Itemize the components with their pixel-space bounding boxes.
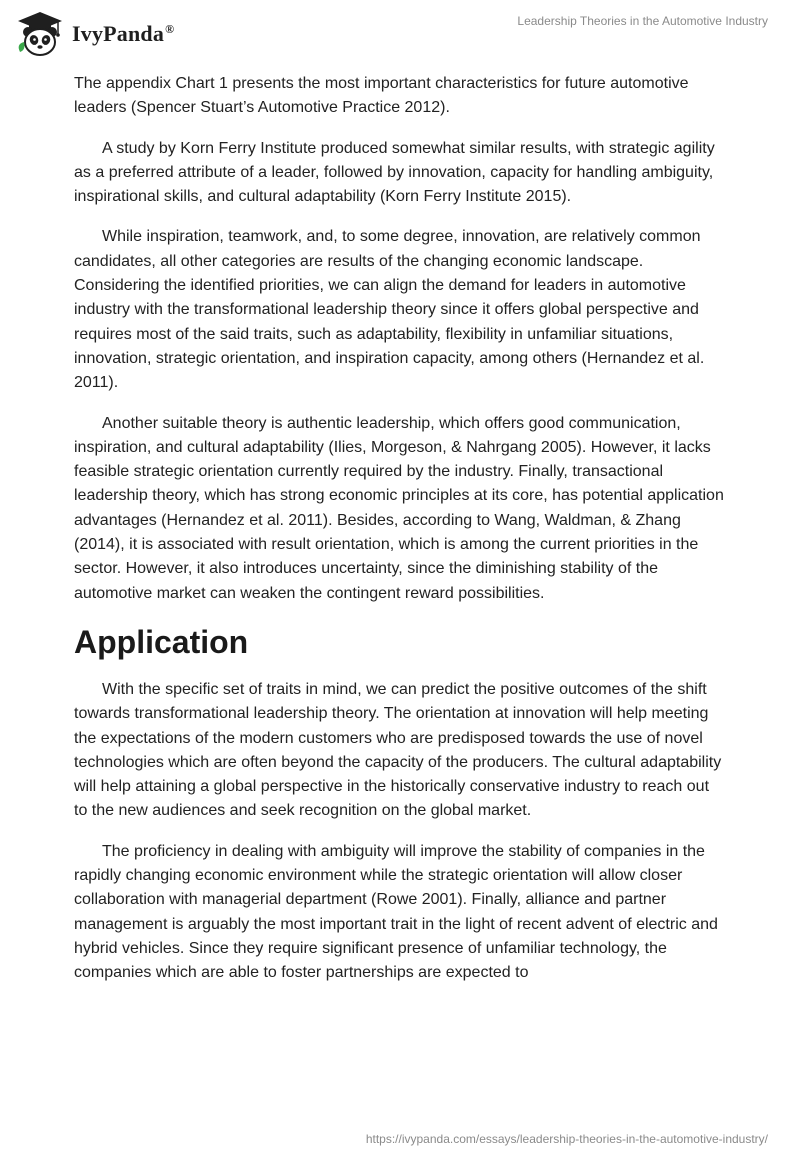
paragraph-2: A study by Korn Ferry Institute produced somewhat similar results, with strategic agility as a preferred attribute of a leader, followed by innovation, capacity for handling ambiguity, inspirational skills, and cultural adaptability (Korn Ferry Institute 2015). [74,139,715,206]
paragraph-4: Another suitable theory is authentic leadership, which offers good communication, inspiration, and cultural adaptability (Ilies, Morgeson, & Nahrgang 2005). However, it lacks feasible strategic orientation currently required by the industry. Finally, transactional leadership theory, which has strong economic principles at its core, has potential application advantages (Hernandez et al. 2011). Besides, according to Wang, Waldman, & Zhang (2014), it is associated with result orientation, which is among the current priorities in the sector. However, it also introduces uncertainty, since the diminishing stability of the automotive market can weaken the contingent reward possibilities. [74,414,724,602]
article-body [74,72,724,1002]
paragraph-1: The appendix Chart 1 presents the most important characteristics for future automotive leaders (Spencer Stuart’s Automotive Practice 2012). [74,75,689,117]
brand-name: IvyPanda® [72,21,175,46]
paragraph-3: While inspiration, teamwork, and, to some degree, innovation, are relatively common candidates, all other categories are results of the changing economic landscape. Considering the identified priorities, we can align the demand for leaders in automotive industry with the transformational leadership theory since it offers global perspective and requires most of the said traits, such as adaptability, flexibility in unfamiliar situations, innovation, strategic orientation, and inspiration capacity, among others (Hernandez et al. 2011). [74,228,705,392]
panda-logo-icon [14,8,66,60]
page-header [0,0,800,64]
brand-logo[interactable] [14,8,174,60]
registered-mark: ® [165,21,175,36]
paragraph-6: The proficiency in dealing with ambiguity will improve the stability of companies in the rapidly changing economic environment while the strategic orientation will allow closer collaboration with managerial department (Rowe 2001). Finally, alliance and partner management is arguably the most important trait in the light of recent advent of electric and hybrid vehicles. Since they require significant presence of unfamiliar technology, the companies which are able to foster partnerships are expected to [74,842,718,982]
source-url-link[interactable]: https://ivypanda.com/essays/leadership-theories-in-the-automotive-industry/ [365,1132,768,1146]
section-heading-application: Application [74,623,249,660]
paragraph-5: With the specific set of traits in mind, we can predict the positive outcomes of the shift towards transformational leadership theory. The orientation at innovation will help meeting the expectations of the modern customers who are predisposed towards the use of novel technologies which are often beyond the capacity of the producers. The cultural adaptability will help attaining a global perspective in the historically conservative industry to reach out to the new audiences and seek recognition on the global market. [74,680,722,820]
running-title: Leadership Theories in the Automotive Industry [517,14,768,28]
